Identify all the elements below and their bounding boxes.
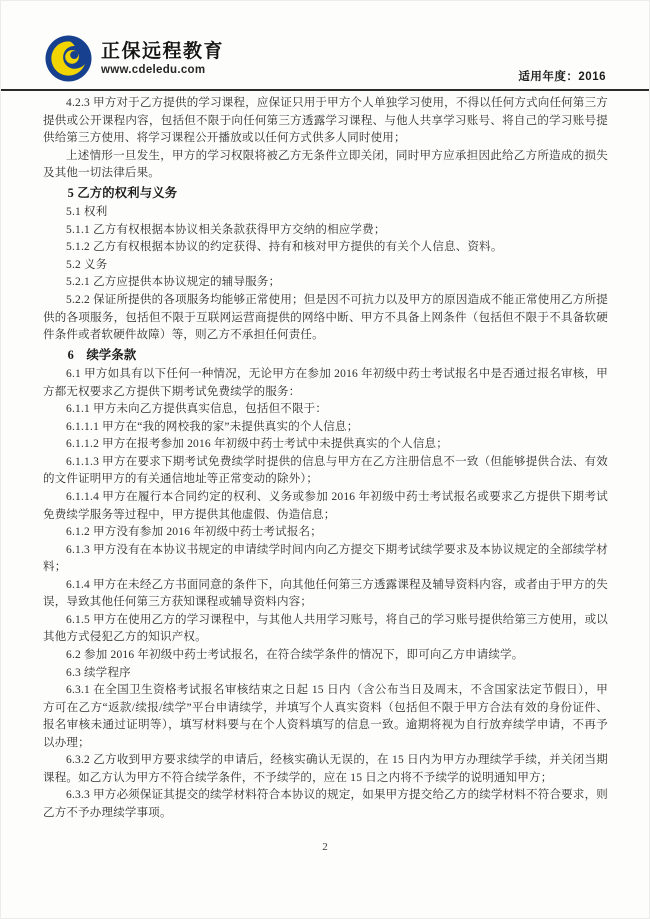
paragraph: 5.1 权利 — [66, 206, 108, 219]
paragraph: 6.1.1.4 甲方在履行本合同约定的权利、义务或参加 2016 年初级中药士考试报名或要求乙方提供下期考试免费续学服务等过程中，甲方提供其他虚假、伪造信息； — [43, 491, 608, 521]
paragraph: 5.2.2 保证所提供的各项服务均能够正常使用；但是因不可抗力以及甲方的原因造成不能正常使用乙方所提供的各项服务，包括但不限于互联网运营商提供的网络中断、甲方不具备上网条件（包括但不限于不具备软硬件条件或者软硬件故障）等，则乙方不承担任何责任。 — [43, 294, 608, 342]
paragraph: 6.1.4 甲方在未经乙方书面同意的条件下，向其他任何第三方透露课程及辅导资料内容，或者由于甲方的失误，导致其他任何第三方获知课程或辅导资料内容； — [43, 578, 608, 609]
swirl-globe-icon — [45, 35, 92, 82]
paragraph: 6.1.1.1 甲方在“我的网校我的家”未提供真实的个人信息； — [66, 420, 359, 433]
paragraph: 5.1.2 乙方有权根据本协议的约定获得、持有和核对甲方提供的有关个人信息、资料。 — [66, 241, 503, 254]
paragraph: 6.1.1.2 甲方在报考参加 2016 年初级中药士考试中未提供真实的个人信息； — [66, 438, 448, 451]
paragraph: 6.1.1 甲方未向乙方提供真实信息，包括但不限于： — [66, 403, 328, 416]
paragraph: 6.3.3 甲方必须保证其提交的续学材料符合本协议的规定，如果甲方提交给乙方的续学材料不符合要求，则乙方不予办理续学事项。 — [43, 789, 608, 819]
paragraph: 6.1.2 甲方没有参加 2016 年初级中药士考试报名； — [66, 526, 322, 539]
document-body — [1, 91, 649, 822]
paragraph: 6.1.3 甲方没有在本协议书规定的申请续学时间内向乙方提交下期考试续学要求及本协议规定的全部续学材料； — [43, 543, 608, 574]
page-number: 2 — [322, 841, 328, 853]
paragraph: 5.2 义务 — [66, 258, 108, 271]
section-heading: 5 乙方的权利与义务 — [67, 186, 178, 201]
paragraph: 5.1.1 乙方有权根据本协议相关条款获得甲方交纳的相应学费； — [66, 223, 386, 236]
paragraph: 上述情形一旦发生，甲方的学习权限将被乙方无条件立即关闭，同时甲方应承担因此给乙方所造成的损失及其他一切法律后果。 — [43, 149, 608, 180]
paragraph: 5.2.1 乙方应提供本协议规定的辅导服务； — [66, 276, 281, 289]
paragraph: 6.3.2 乙方收到甲方要求续学的申请后，经核实确认无误的，在 15 日内为甲方办理续学手续，并关闭当期课程。如乙方认为甲方不符合续学条件，不予续学的，应在 15 日之内将不予续学的说明通知甲方； — [43, 754, 608, 784]
paragraph: 6.2 参加 2016 年初级中药士考试报名，在符合续学条件的情况下，即可向乙方申请续学。 — [66, 648, 524, 661]
paragraph: 6.1 甲方如具有以下任何一种情况，无论甲方在参加 2016 年初级中药士考试报名中是否通过报名审核，甲方都无权要求乙方提供下期考试免费续学的服务： — [43, 368, 608, 398]
applicable-year-label: 适用年度：2016 — [518, 71, 606, 83]
brand-url: www.cdeledu.com — [101, 64, 206, 76]
paragraph: 6.3.1 在全国卫生资格考试报名审核结束之日起 15 日内（含公布当日及周末，不含国家法定节假日），甲方可在乙方“返款/续报/续学”平台申请续学，并填写个人真实资料（包括但不限于甲方合法有效的身份证件、报名审核未通过证明等），填写材料要与在个人资料填写的信息一致。逾期将视为自行放弃续学申请，不再予以办理； — [43, 684, 608, 749]
section-heading: 6 续学条款 — [67, 348, 137, 363]
page-header — [1, 1, 649, 91]
paragraph: 4.2.3 甲方对于乙方提供的学习课程，应保证只用于甲方个人单独学习使用，不得以任何方式向任何第三方提供或公开课程内容，包括但不限于向任何第三方透露学习课程、与他人共享学习账号、将自己的学习账号提供给第三方使用、将学习课程公开播放或以任何方式供多人同时使用； — [43, 97, 608, 145]
brand-name: 正保远程教育 — [101, 41, 225, 62]
paragraph: 6.1.1.3 甲方在要求下期考试免费续学时提供的信息与甲方在乙方注册信息不一致（但能够提供合法、有效的文件证明甲方的有关通信地址等正常变动的除外）； — [43, 455, 608, 486]
brand-text-block — [101, 41, 224, 76]
paragraph: 6.3 续学程序 — [66, 666, 131, 679]
paragraph: 6.1.5 甲方在使用乙方的学习课程中，与其他人共用学习账号，将自己的学习账号提供给第三方使用，或以其他方式侵犯乙方的知识产权。 — [43, 613, 608, 644]
